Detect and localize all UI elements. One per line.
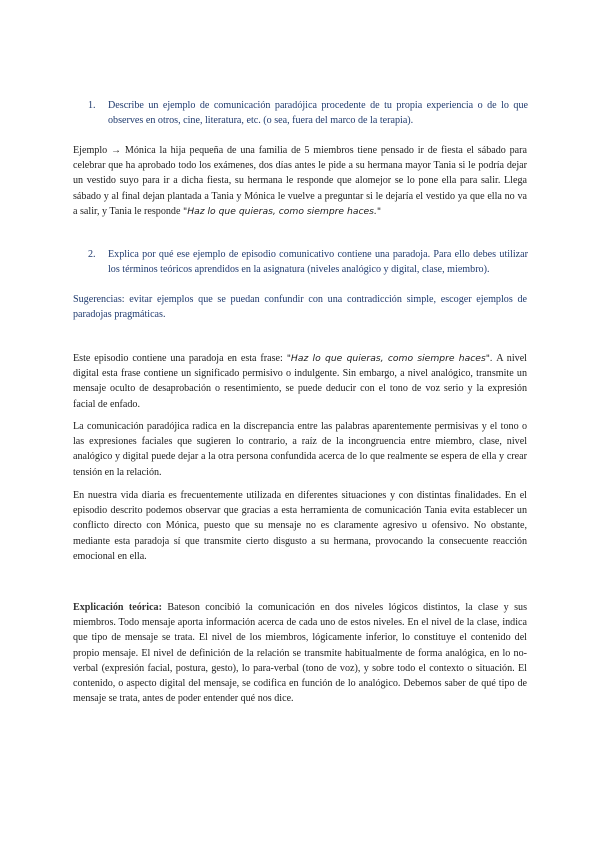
question-2-number: 2. bbox=[88, 249, 96, 260]
answer-p1-quote: "Haz lo que quieras, como siempre haces". bbox=[286, 353, 493, 364]
question-2 bbox=[88, 247, 528, 277]
answer-paragraph-2: La comunicación paradójica radica en la discrepancia entre las palabras aparentemente permisivas y el tono o las expresiones faciales que sugieren lo contrario, a raíz de la incongruencia entre miembro, clase, nivel analógico y digital puede dejar a la otra persona confundida acerca de lo que realmente se espera de ella y crear tensión en la relación. bbox=[73, 421, 527, 478]
example-text: Ejemplo → Mónica la hija pequeña de una familia de 5 miembros tiene pensado ir de fiesta el sábado para celebrar que ha aprobado todo los exámenes, dos días antes le pide a su hermana mayor Tania si le podría dejar un vestido suyo para ir a dicha fiesta, su hermana le responde que alomejor se lo pone ella para salir. Llega sábado y al final dejan plantada a Tania y Mónica le vuelve a preguntar si le dejaría el vestido ya que ella no va a salir, y Tania le responde bbox=[73, 145, 527, 217]
question-1-text: Describe un ejemplo de comunicación paradójica procedente de tu propia experiencia o de lo que observes en otros, cine, literatura, etc. (o sea, fuera del marco de la terapia). bbox=[108, 100, 528, 127]
answer-p1-after: A nivel digital esta frase contiene un significado permisivo o indulgente. Sin embargo, a nivel analógico, transmite un mensaje oculto de desaprobación o resentimiento, se puede deducir con el tono de voz serio y la expresión facial de enfado. bbox=[73, 353, 527, 410]
suggestions-paragraph: Sugerencias: evitar ejemplos que se puedan confundir con una contradicción simple, escoger ejemplos de paradojas pragmáticas. bbox=[73, 294, 527, 321]
question-1-number: 1. bbox=[88, 100, 96, 111]
example-paragraph bbox=[73, 143, 527, 219]
answer-paragraph-1 bbox=[73, 351, 527, 412]
answer-paragraph-3: En nuestra vida diaria es frecuentemente utilizada en diferentes situaciones y con distintas finalidades. En el episodio descrito podemos observar que gracias a esta herramienta de comunicación Tania evita establecer un conflicto directo con Mónica, puesto que su mensaje no es claramente agresivo u ofensivo. No obstante, mediante esta paradoja sí que transmite cierto disgusto a su hermana, provocando la consecuente reacción emocional en ella. bbox=[73, 490, 527, 562]
question-1 bbox=[88, 98, 528, 128]
answer-p1-before: Este episodio contiene una paradoja en esta frase: bbox=[73, 353, 287, 364]
example-quote: "Haz lo que quieras, como siempre haces." bbox=[182, 205, 382, 217]
question-2-text: Explica por qué ese ejemplo de episodio comunicativo contiene una paradoja. Para ello debes utilizar los términos teóricos aprendidos en la asignatura (niveles analógico y digital, clase, miembro). bbox=[108, 249, 528, 276]
theory-label: Explicación teórica: bbox=[73, 602, 162, 613]
theory-text: Bateson concibió la comunicación en dos niveles lógicos distintos, la clase y sus miembros. Todo mensaje aporta información acerca de cada uno de estos niveles. En el nivel de la clase, indica que tipo de mensaje se trata. El nivel de los miembros, lógicamente inferior, lo constituye el contenido del propio mensaje. El nivel de definición de la relación se transmite habitualmente de forma analógica, en lo no-verbal (expresión facial, postura, gesto), lo para-verbal (tono de voz), y sobre todo el contexto o situación. El contenido, o aspecto digital del mensaje, se codifica en función de lo analógico. Debemos saber de qué tipo de mensaje se trata, antes de poder entender qué nos dice. bbox=[73, 602, 527, 705]
theory-paragraph bbox=[73, 600, 527, 706]
